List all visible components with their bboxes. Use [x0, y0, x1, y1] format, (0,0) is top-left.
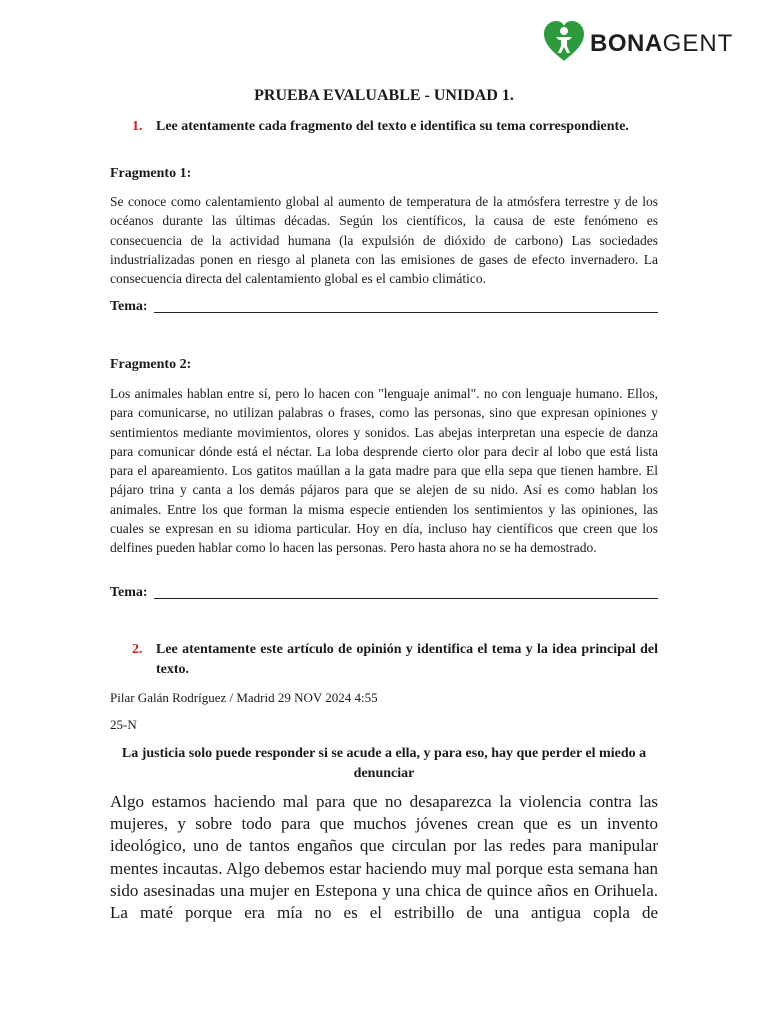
- fragment-2-tema-label: Tema:: [110, 585, 148, 600]
- bonagent-logo: [542, 20, 742, 64]
- heart-person-icon: [542, 20, 586, 62]
- question-1: [110, 117, 658, 137]
- fragment-2-label: Fragmento 2:: [110, 357, 192, 372]
- article-byline: Pilar Galán Rodríguez / Madrid 29 NOV 2024 4:55: [110, 690, 378, 705]
- article-body: Algo estamos haciendo mal para que no desaparezca la violencia contra las mujeres, y sobre todo para que muchos jóvenes crean que es un invento ideológico, uno de tantos engaños que circulan por las redes para manipular mentes incautas. Algo debemos estar haciendo muy mal porque esta semana han sido asesinadas una mujer en Estepona y una chica de quince años en Orihuela. La maté porque era mía no es el estribillo de una antigua copla de: [110, 792, 658, 923]
- logo-wordmark: [590, 30, 733, 58]
- question-1-number: 1.: [132, 119, 143, 134]
- fragment-2-tema-line[interactable]: [154, 598, 658, 599]
- article-tag: 25-N: [110, 717, 137, 732]
- question-1-text: Lee atentamente cada fragmento del texto e identifica su tema correspondiente.: [156, 119, 629, 134]
- fragment-1-tema-label: Tema:: [110, 299, 148, 314]
- question-2-number: 2.: [132, 642, 143, 657]
- fragment-2-text: Los animales hablan entre sí, pero lo hacen con "lenguaje animal". no con lenguaje humano. Ellos, para comunicarse, no utilizan palabras o frases, como las personas, sino que expresan opiniones y sentimientos mediante movimientos, olores y sonidos. Las abejas interpretan una especie de danza para comunicar dónde está el néctar. La loba desprende cierto olor para decir al lobo que está lista para el apareamiento. Los gatitos maúllan a la gata madre para que ella sepa que tienen hambre. El pájaro trina y canta a los demás pájaros para que se alejen de su nido. Así es como hablan los animales. Entre los que forman la misma especie entienden los sentimientos y las opiniones, las cuales se expresan en su idioma particular. Hoy en día, incluso hay científicos que creen que los delfines pueden hablar como lo hacen las personas. Pero hasta ahora no se ha demostrado.: [110, 386, 658, 556]
- question-2: [110, 640, 658, 680]
- fragment-1-tema: [110, 298, 658, 318]
- logo-brand-bold: BONA: [590, 30, 663, 57]
- logo-brand-light: GENT: [662, 30, 734, 57]
- fragment-1-label: Fragmento 1:: [110, 166, 192, 181]
- fragment-2-tema: [110, 584, 658, 604]
- question-2-text: Lee atentamente este artículo de opinión y identifica el tema y la idea principal del texto.: [156, 642, 658, 677]
- article-headline: La justicia solo puede responder si se acude a ella, y para eso, hay que perder el miedo a denunciar: [121, 746, 647, 781]
- page-title: PRUEBA EVALUABLE - UNIDAD 1.: [254, 87, 514, 104]
- fragment-1-tema-line[interactable]: [154, 312, 658, 313]
- fragment-1-text: Se conoce como calentamiento global al aumento de temperatura de la atmósfera terrestre y de los océanos durante las últimas décadas. Según los científicos, la causa de este fenómeno es consecuencia de la actividad humana (la expulsión de dióxido de carbono) Las sociedades industrializadas ponen en riesgo al planeta con las emisiones de gases de efecto invernadero. La consecuencia directa del calentamiento global es el cambio climático.: [110, 194, 658, 287]
